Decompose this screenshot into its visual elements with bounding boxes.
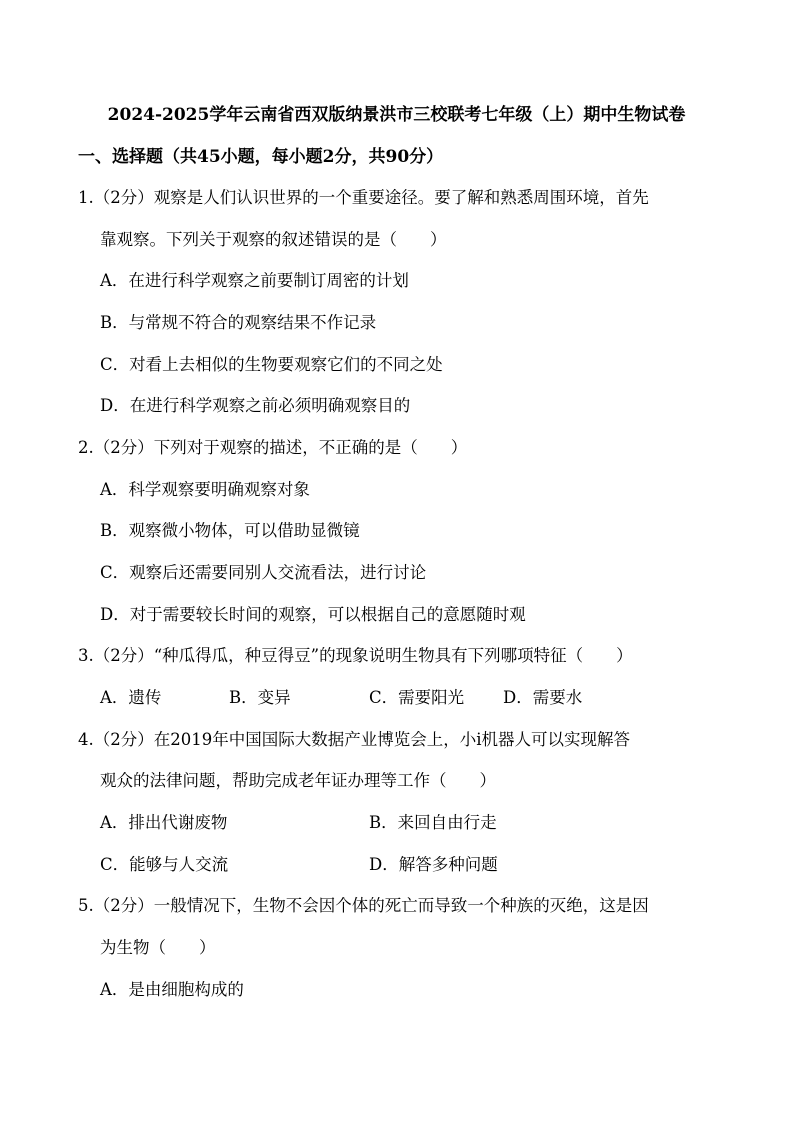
question-3-option-c: C．需要阳光 [369, 688, 465, 707]
question-1-option-d: D．在进行科学观察之前必须明确观察目的 [100, 396, 411, 415]
question-3-option-a: A．遗传 [100, 688, 162, 707]
question-4-option-c: C．能够与人交流 [100, 855, 229, 874]
section-heading: 一、选择题（共45小题，每小题2分，共90分） [78, 147, 444, 167]
question-2-stem-line-1: 2.（2分）下列对于观察的描述，不正确的是（ ） [78, 438, 468, 457]
question-3-option-d: D．需要水 [503, 688, 583, 707]
question-4-option-d: D．解答多种问题 [369, 855, 498, 874]
question-1-stem-line-1: 1.（2分）观察是人们认识世界的一个重要途径。要了解和熟悉周围环境，首先 [78, 188, 649, 207]
question-2-option-c: C．观察后还需要同别人交流看法，进行讨论 [100, 563, 427, 582]
question-2-option-b: B．观察微小物体，可以借助显微镜 [100, 521, 360, 540]
question-2-option-d: D．对于需要较长时间的观察，可以根据自己的意愿随时观 [100, 605, 526, 624]
question-3-stem-line-1: 3.（2分）“种瓜得瓜，种豆得豆”的现象说明生物具有下列哪项特征（ ） [78, 646, 633, 665]
question-3-option-b: B．变异 [229, 688, 291, 707]
question-4-option-b: B．来回自由行走 [369, 813, 497, 832]
question-1-option-b: B．与常规不符合的观察结果不作记录 [100, 313, 377, 332]
exam-title: 2024-2025学年云南省西双版纳景洪市三校联考七年级（上）期中生物试卷 [107, 105, 686, 125]
question-5-option-a: A．是由细胞构成的 [100, 980, 244, 999]
question-2-option-a: A．科学观察要明确观察对象 [100, 480, 310, 499]
question-4-stem-line-2: 观众的法律问题，帮助完成老年证办理等工作（ ） [100, 771, 496, 790]
question-5-stem-line-1: 5.（2分）一般情况下，生物不会因个体的死亡而导致一个种族的灭绝，这是因 [78, 896, 649, 915]
question-1-option-a: A．在进行科学观察之前要制订周密的计划 [100, 271, 409, 290]
question-1-option-c: C．对看上去相似的生物要观察它们的不同之处 [100, 355, 443, 374]
question-4-option-a: A．排出代谢废物 [100, 813, 228, 832]
question-4-stem-line-1: 4.（2分）在2019年中国国际大数据产业博览会上，小i机器人可以实现解答 [78, 730, 631, 749]
question-5-stem-line-2: 为生物（ ） [100, 938, 216, 957]
question-1-stem-line-2: 靠观察。下列关于观察的叙述错误的是（ ） [100, 230, 447, 249]
